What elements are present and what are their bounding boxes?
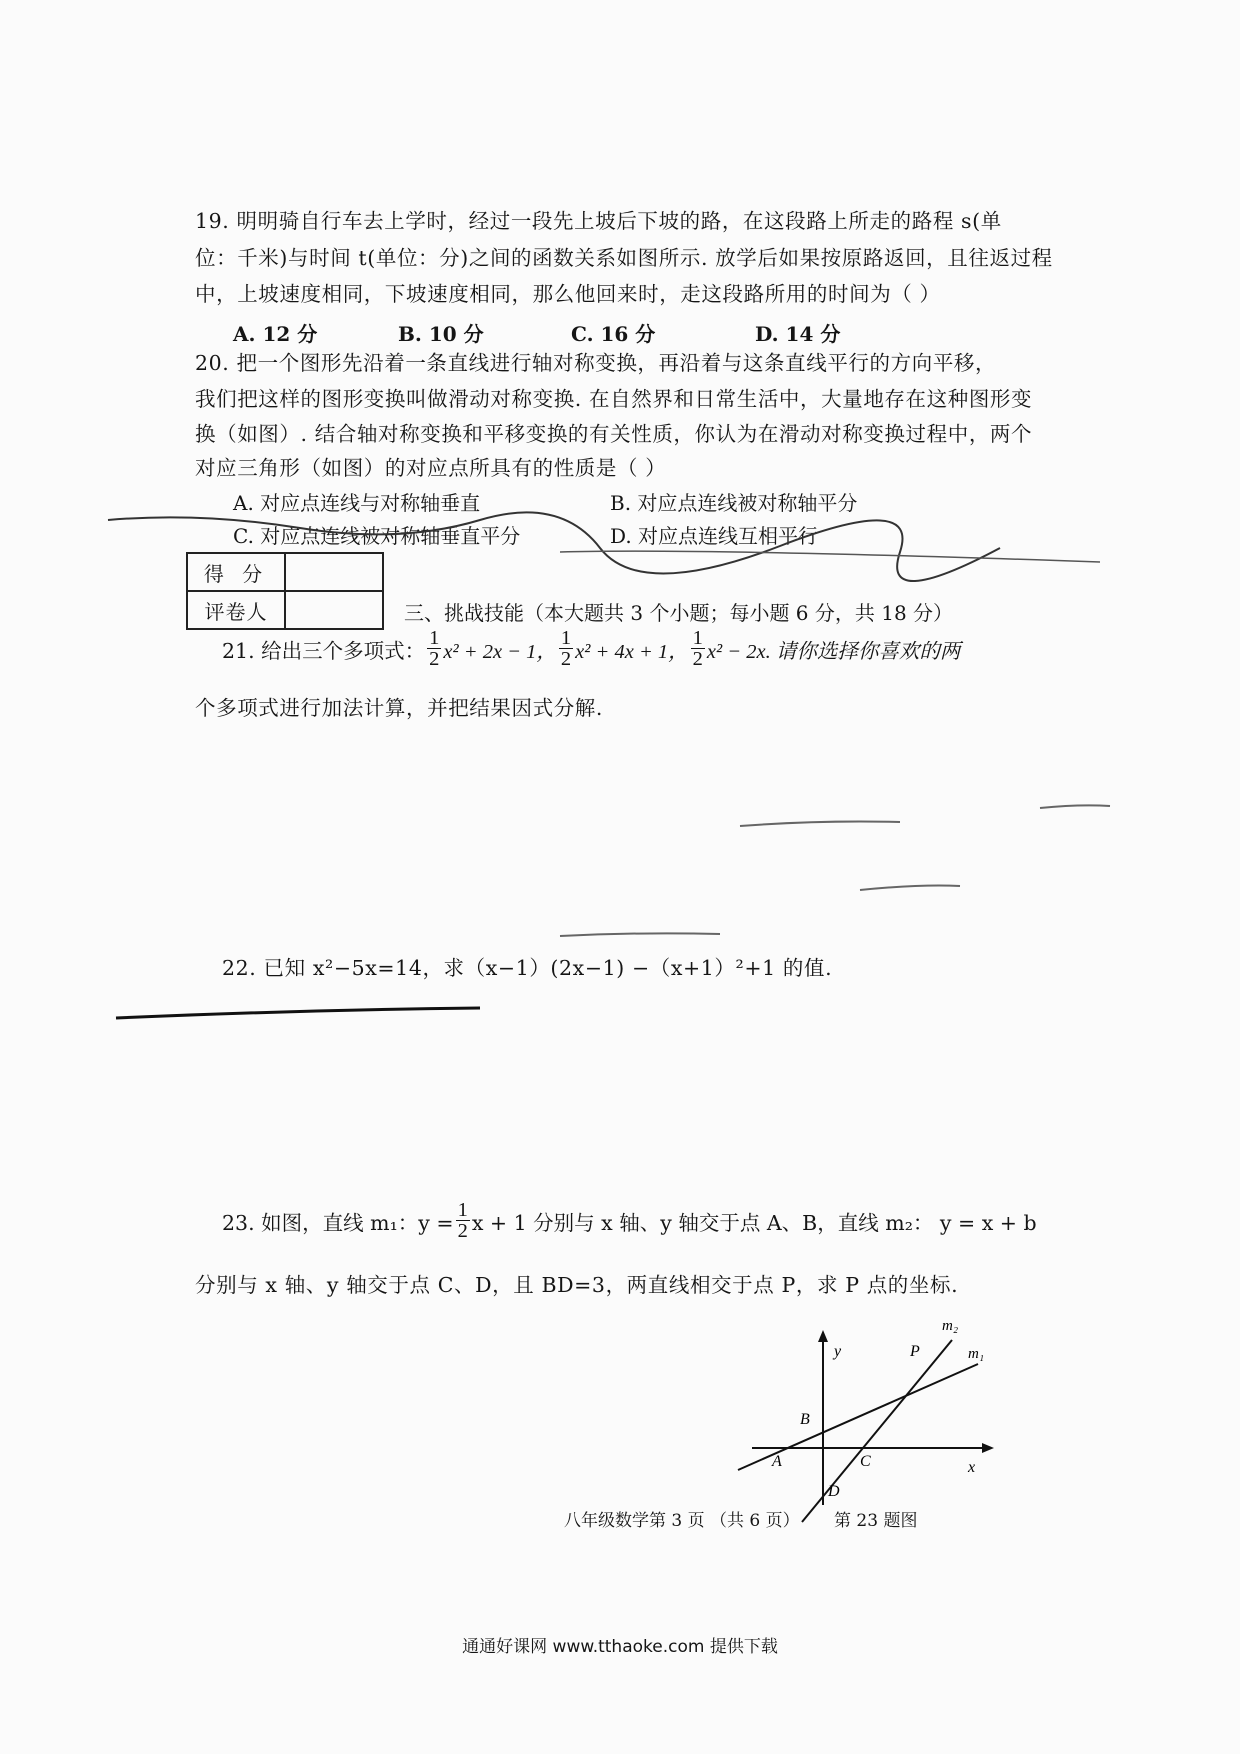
q21-line-1 <box>222 628 960 669</box>
label-point-p: P <box>910 1343 920 1360</box>
q21-poly-2: x² + 4x + 1， <box>575 640 689 663</box>
q23-part-1: 23. 如图，直线 m₁：y = <box>222 1210 454 1235</box>
score-table <box>186 552 384 630</box>
q21-fraction-2-numerator: 1 <box>560 627 572 649</box>
q21-fraction-1 <box>427 628 441 669</box>
x-axis-arrow-icon <box>982 1443 994 1453</box>
q23-part-2: x + 1 分别与 x 轴、y 轴交于点 A、B，直线 m₂： y = x + b <box>471 1210 1037 1235</box>
q20-line-1: 20. 把一个图形先沿着一条直线进行轴对称变换，再沿着与这条直线平行的方向平移， <box>195 351 997 375</box>
q19-option-c: C. 16 分 <box>571 322 656 346</box>
label-point-a: A <box>772 1453 782 1470</box>
label-point-b: B <box>800 1411 810 1428</box>
section-3-title: 三、挑战技能（本大题共 3 个小题；每小题 6 分，共 18 分） <box>404 601 954 625</box>
score-value-cell[interactable] <box>285 553 383 591</box>
q22-text: 22. 已知 x²−5x=14，求（x−1）(2x−1) −（x+1）²+1 的值. <box>222 956 833 980</box>
label-y: y <box>834 1343 842 1360</box>
q21-line-2: 个多项式进行加法计算，并把结果因式分解. <box>195 696 604 720</box>
q19-line-3: 中，上坡速度相同，下坡速度相同，那么他回来时，走这段路所用的时间为（ ） <box>195 282 941 306</box>
download-note: 通通好课网 www.tthaoke.com 提供下载 <box>462 1637 778 1657</box>
q19-line-1: 19. 明明骑自行车去上学时，经过一段先上坡后下坡的路，在这段路上所走的路程 s(单 <box>195 209 1002 233</box>
q21-poly-1: x² + 2x − 1， <box>443 640 557 663</box>
y-axis-arrow-icon <box>818 1330 828 1342</box>
page-footer: 八年级数学第 3 页 （共 6 页） <box>564 1511 800 1531</box>
q21-fraction-1-denominator: 2 <box>429 648 440 670</box>
q20-line-4: 对应三角形（如图）的对应点所具有的性质是（ ） <box>195 456 667 480</box>
q23-fraction <box>456 1200 470 1241</box>
q20-option-b: B. 对应点连线被对称轴平分 <box>610 491 858 515</box>
q23-figure <box>720 1300 1020 1530</box>
q21-fraction-2 <box>559 628 573 669</box>
q19-line-2: 位：千米)与时间 t(单位：分)之间的函数关系如图所示. 放学后如果按原路返回，且往返过程 <box>195 246 1053 270</box>
q19-option-d: D. 14 分 <box>755 322 841 346</box>
q21-fraction-2-denominator: 2 <box>560 648 572 670</box>
score-label: 得 分 <box>187 553 285 591</box>
label-m1: m₁ <box>968 1346 985 1362</box>
q23-line-2: 分别与 x 轴、y 轴交于点 C、D，且 BD=3，两直线相交于点 P，求 P 点的坐标. <box>195 1273 959 1297</box>
q21-fraction-3-numerator: 1 <box>692 627 703 649</box>
label-point-c: C <box>860 1453 871 1470</box>
grader-value-cell[interactable] <box>285 591 383 629</box>
q23-line-1 <box>222 1200 1037 1241</box>
figure-caption: 第 23 题图 <box>834 1511 918 1531</box>
q19-option-a: A. 12 分 <box>233 322 318 346</box>
q20-option-a: A. 对应点连线与对称轴垂直 <box>233 491 481 515</box>
q21-fraction-3-denominator: 2 <box>692 648 703 670</box>
q20-option-d: D. 对应点连线互相平行 <box>610 524 819 548</box>
q20-option-c: C. 对应点连线被对称轴垂直平分 <box>233 524 521 548</box>
grader-label: 评卷人 <box>187 591 285 629</box>
label-point-d: D <box>828 1483 840 1500</box>
q21-fraction-3 <box>691 628 705 669</box>
label-m2: m₂ <box>942 1318 959 1334</box>
q20-line-3: 换（如图）. 结合轴对称变换和平移变换的有关性质，你认为在滑动对称变换过程中，两个 <box>195 422 1033 446</box>
label-x: x <box>968 1459 976 1476</box>
q21-poly-3: x² − 2x. 请你选择你喜欢的两 <box>706 640 961 663</box>
q20-line-2: 我们把这样的图形变换叫做滑动对称变换. 在自然界和日常生活中，大量地存在这种图形变 <box>195 387 1033 411</box>
q23-fraction-denominator: 2 <box>457 1220 468 1242</box>
q21-prefix: 21. 给出三个多项式： <box>222 638 426 663</box>
q21-fraction-1-numerator: 1 <box>429 627 440 649</box>
q23-fraction-numerator: 1 <box>457 1199 468 1221</box>
q19-option-b: B. 10 分 <box>398 322 484 346</box>
